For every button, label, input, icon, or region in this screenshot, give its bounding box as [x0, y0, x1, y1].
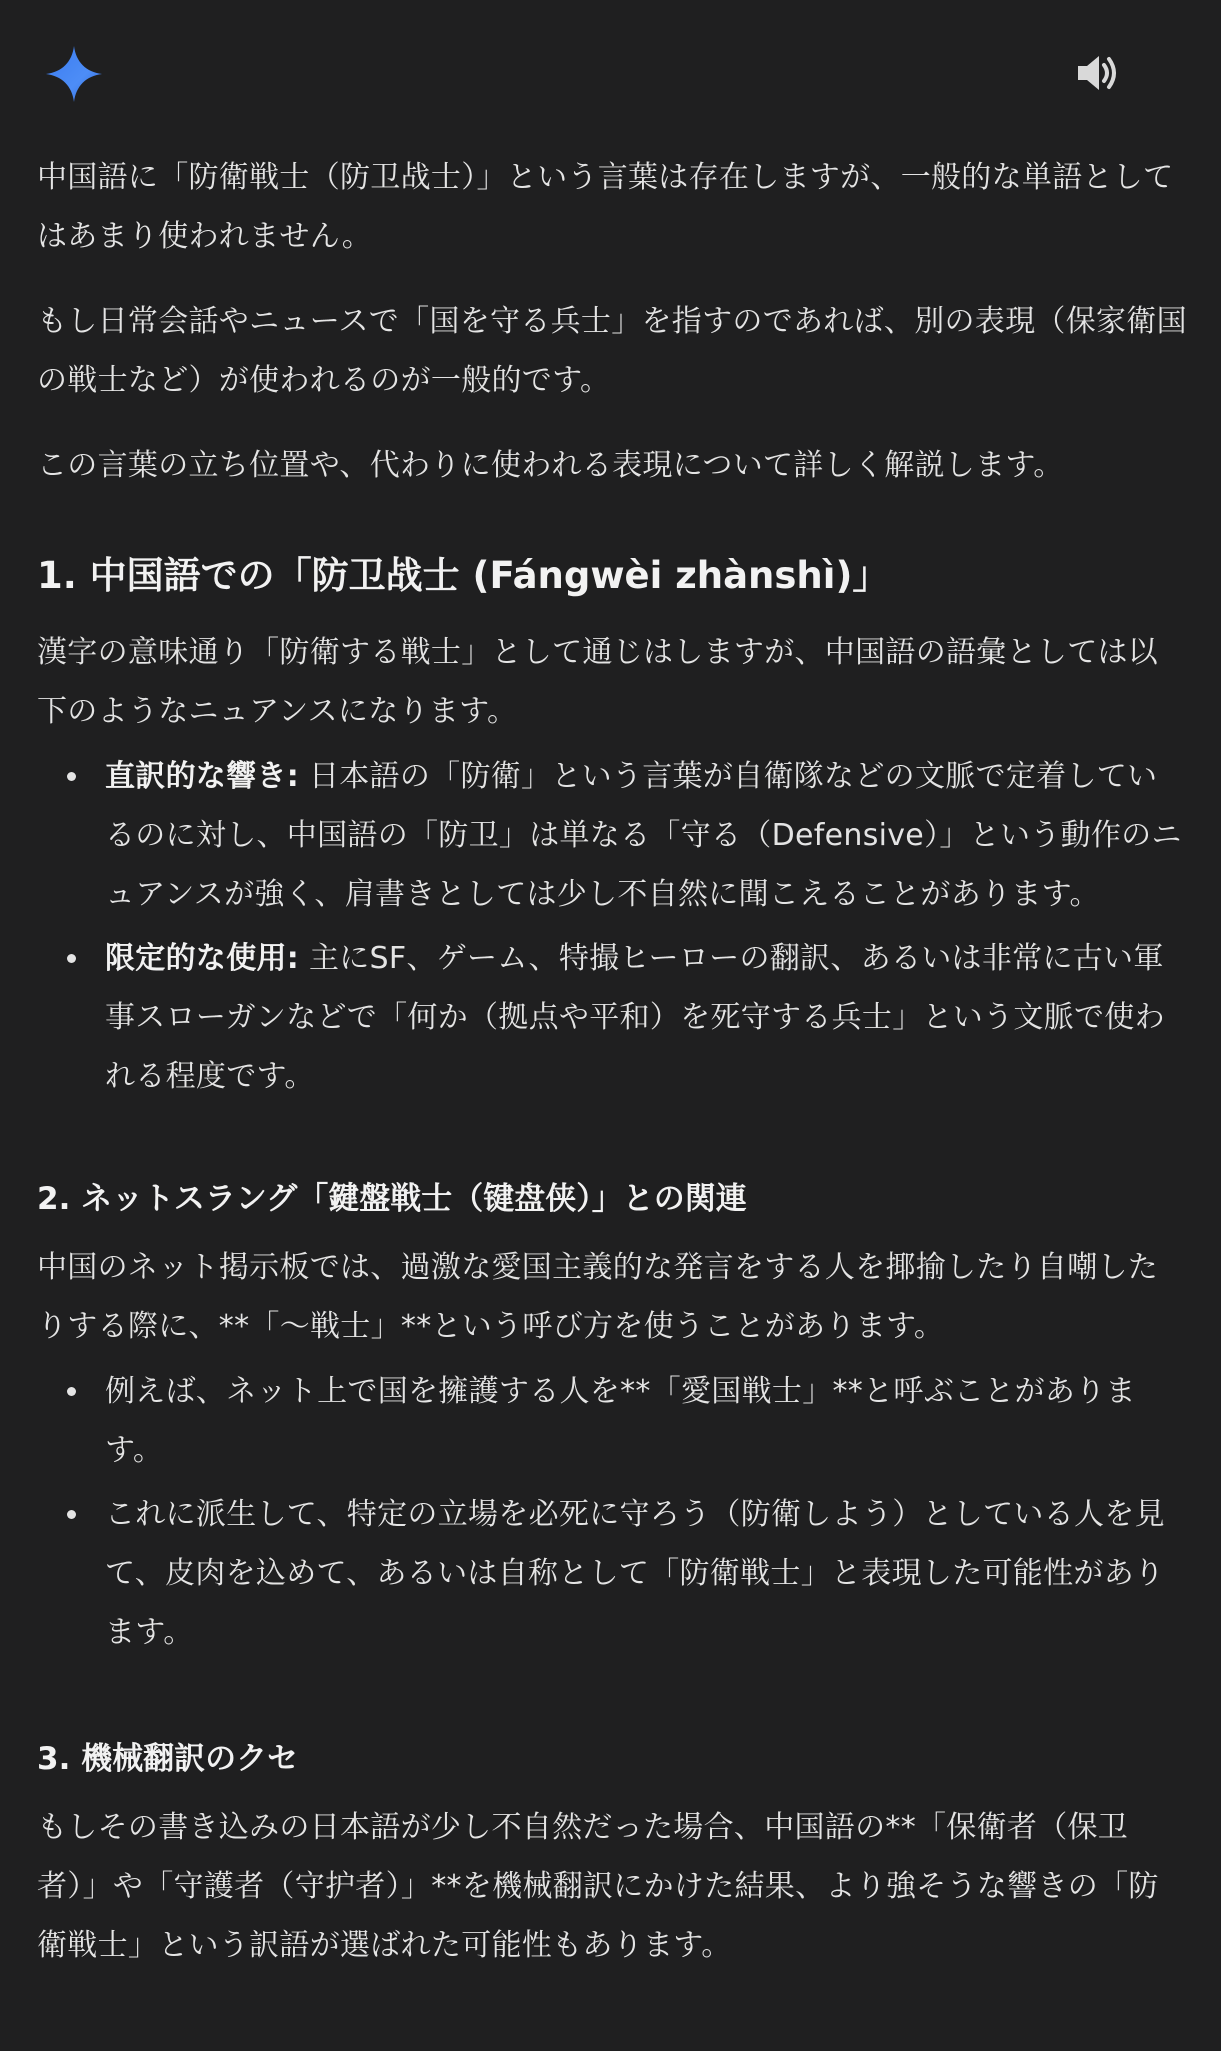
list-item: [37, 929, 1187, 1106]
list-item-label: 限定的な使用:: [105, 941, 300, 976]
list-item-label: 直訳的な響き:: [105, 759, 300, 794]
response-content: [37, 148, 1187, 1975]
intro-paragraph-1: 中国語に「防衛戦士（防卫战士）」という言葉は存在しますが、一般的な単語としてはあまり使われません。: [37, 160, 1174, 254]
section1-body: 漢字の意味通り「防衛する戦士」として通じはしますが、中国語の語彙としては以下のようなニュアンスになります。: [37, 635, 1159, 729]
response-header: [0, 0, 1221, 140]
gemini-spark-icon: [44, 44, 104, 104]
list-item: [37, 747, 1187, 924]
list-item: 例えば、ネット上で国を擁護する人を**「愛国戦士」**と呼ぶことがあります。: [37, 1362, 1187, 1480]
list-item-text: 日本語の「防衛」という言葉が自衛隊などの文脈で定着しているのに対し、中国語の「防卫」は単なる「守る（Defensive）」という動作のニュアンスが強く、肩書きとしては少し不自然に聞こえることがあります。: [105, 759, 1182, 912]
list-item-text: 主にSF、ゲーム、特撮ヒーローの翻訳、あるいは非常に古い軍事スローガンなどで「何か（拠点や平和）を死守する兵士」という文脈で使われる程度です。: [105, 941, 1165, 1094]
section2-heading: 2. ネットスラング「鍵盤戦士（键盘侠）」との関連: [37, 1181, 747, 1217]
section2-body: 中国のネット掲示板では、過激な愛国主義的な発言をする人を揶揄したり自嘲したりする際に、**「〜戦士」**という呼び方を使うことがあります。: [37, 1250, 1159, 1344]
section2-list: [37, 1362, 1187, 1662]
section3-body: もしその書き込みの日本語が少し不自然だった場合、中国語の**「保衛者（保卫者）」や「守護者（守护者）」**を機械翻訳にかけた結果、より強そうな響きの「防衛戦士」という訳語が選ばれた可能性もあります。: [37, 1810, 1159, 1963]
section1-list: [37, 747, 1187, 1106]
intro-paragraph-3: この言葉の立ち位置や、代わりに使われる表現について詳しく解説します。: [37, 448, 1064, 483]
intro-paragraph-2: もし日常会話やニュースで「国を守る兵士」を指すのであれば、別の表現（保家衛国の戦士など）が使われるのが一般的です。: [37, 304, 1187, 398]
section1-heading: 1. 中国語での「防卫战士 (Fángwèi zhànshì)」: [37, 554, 890, 597]
section3-heading: 3. 機械翻訳のクセ: [37, 1741, 299, 1777]
list-item: これに派生して、特定の立場を必死に守ろう（防衛しよう）としている人を見て、皮肉を込めて、あるいは自称として「防衛戦士」と表現した可能性があります。: [37, 1485, 1187, 1662]
speaker-icon[interactable]: [1072, 48, 1122, 98]
